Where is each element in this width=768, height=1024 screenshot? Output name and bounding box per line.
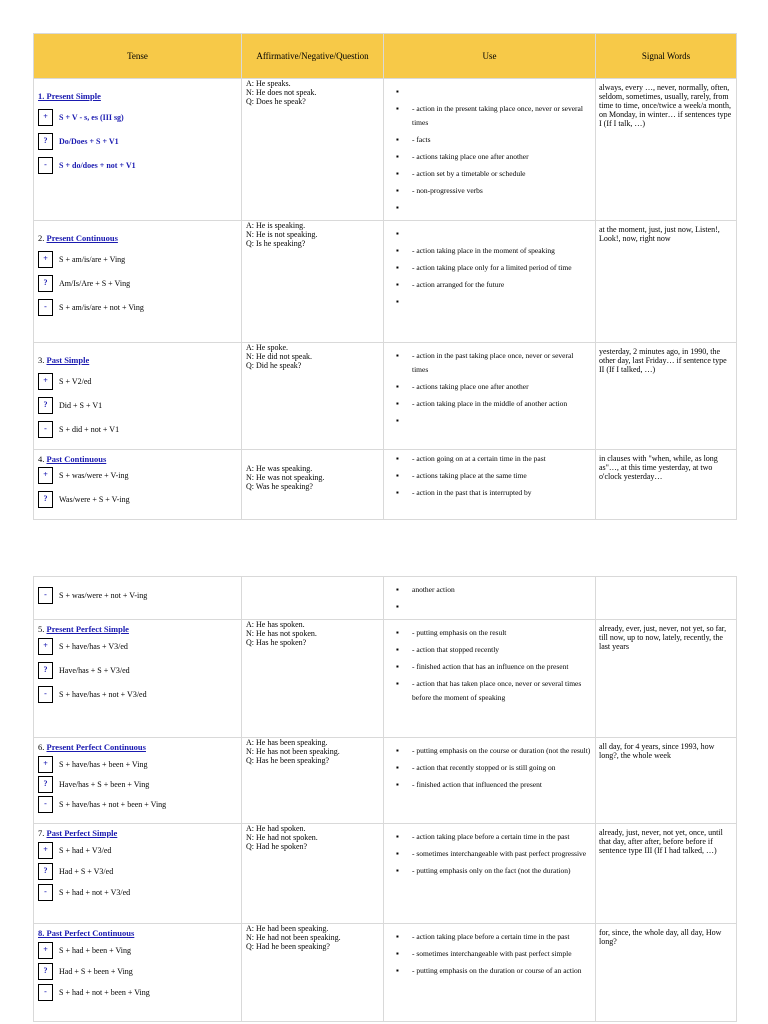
tense-cell [34,450,242,520]
formula: S + V2/ed [59,377,92,386]
tense-cell [34,79,242,221]
use-item: ▪ - action in the past that is interrupted by [394,486,591,500]
sign-box: ? [38,662,53,679]
use-item: ▪ - action that stopped recently [394,643,591,657]
example-question: Q: Did he speak? [246,361,302,370]
formula: Was/were + S + V-ing [59,495,130,504]
example-question: Q: Had he spoken? [246,842,308,851]
use-list [394,583,591,614]
tense-cell [34,620,242,738]
use-item: ▪ - action arranged for the future [394,278,591,292]
example-question: Q: Has he been speaking? [246,756,330,765]
row-present-perfect-simple [34,620,737,738]
use-list [394,85,591,215]
use-item [394,414,591,428]
use-item: ▪ - action that recently stopped or is still going on [394,761,591,775]
formula: Had + S + V3/ed [59,867,114,876]
tense-cell [34,343,242,450]
use-item: ▪ - action taking place only for a limited period of time [394,261,591,275]
use-item: ▪ another action [394,583,591,597]
signal-words-cell: at the moment, just, just now, Listen!, Look!, now, right now [596,221,737,343]
tense-name-link[interactable]: Past Simple [46,355,90,365]
formula: S + had + not + been + Ving [59,988,150,997]
example-question: Q: Has he spoken? [246,638,307,647]
use-item: ▪ - action going on at a certain time in the past [394,452,591,466]
tense-title: 4. Past Continuous [38,454,107,464]
signal-words-cell: for, since, the whole day, all day, How long? [596,924,737,1022]
formula-row [38,638,237,655]
example-negative: N: He has not been speaking. [246,747,340,756]
formula-row [38,863,237,880]
formula: S + am/is/are + Ving [59,255,126,264]
tenses-table-part-2 [33,576,737,1022]
tense-name-link[interactable]: Present Simple [46,91,101,101]
use-item: ▪ - actions taking place one after another [394,150,591,164]
row-past-simple [34,343,737,450]
example-negative: N: He does not speak. [246,88,317,97]
row-present-perfect-continuous [34,738,737,824]
formula: Have/has + S + been + Ving [59,780,150,789]
signal-words-cell: always, every …, never, normally, often, seldom, sometimes, usually, rarely, from time to time, once/twice a week/a month, on Monday, in winter… if sentences type I (If I talk, …) [596,79,737,221]
tense-cell [34,924,242,1022]
sign-box: + [38,942,53,959]
use-item: ▪ - action in the present taking place once, never or several times [394,102,591,130]
tense-title: 8. Past Perfect Continuous [38,928,135,938]
formula: S + was/were + V-ing [59,471,129,480]
signal-words-cell [596,577,737,620]
sign-box: ? [38,133,53,150]
sign-box: + [38,251,53,268]
formula: S + have/has + not + V3/ed [59,690,147,699]
formula: Had + S + been + Ving [59,967,133,976]
formula: S + had + V3/ed [59,846,112,855]
formula-row [38,776,237,793]
examples-cell [242,221,384,343]
sign-box: + [38,756,53,773]
signal-words-cell: yesterday, 2 minutes ago, in 1990, the other day, last Friday… if sentence type II (If I talked, …) [596,343,737,450]
use-cell [384,577,596,620]
formula-row [38,251,237,268]
use-cell [384,79,596,221]
examples-cell [242,924,384,1022]
formula-row [38,397,237,414]
use-cell [384,738,596,824]
example-affirmative: A: He has been speaking. [246,738,328,747]
use-cell [384,824,596,924]
example-affirmative: A: He is speaking. [246,221,306,230]
header-use: Use [384,34,596,79]
sign-box: - [38,421,53,438]
formula-row [38,796,237,813]
example-negative: N: He has not spoken. [246,629,317,638]
formula-row [38,884,237,901]
formula-row [38,299,237,316]
sign-box: - [38,984,53,1001]
example-question: Q: Had he been speaking? [246,942,330,951]
use-item [394,201,591,215]
use-item: ▪ - non-progressive verbs [394,184,591,198]
use-cell [384,343,596,450]
use-cell [384,221,596,343]
tense-name-link[interactable]: Past Perfect Simple [46,828,118,838]
use-list [394,830,591,878]
example-negative: N: He was not speaking. [246,473,325,482]
tense-name-link[interactable]: Present Continuous [46,233,118,243]
use-cell [384,924,596,1022]
use-item: ▪ - action that has taken place once, never or several times before the moment of speaking [394,677,591,705]
use-list [394,744,591,792]
sign-box: + [38,109,53,126]
example-negative: N: He is not speaking. [246,230,318,239]
tense-cell [34,221,242,343]
use-list [394,227,591,309]
example-negative: N: He did not speak. [246,352,312,361]
use-item [394,227,591,241]
use-item: ▪ - facts [394,133,591,147]
sign-box: - [38,299,53,316]
formula-row [38,275,237,292]
tense-name-link[interactable]: Past Perfect Continuous [46,928,135,938]
formula: S + have/has + not + been + Ving [59,800,167,809]
formula: Do/Does + S + V1 [59,137,119,146]
formula-row [38,467,237,484]
tense-title: 3. Past Simple [38,355,90,365]
formula: S + do/does + not + V1 [59,161,136,170]
use-item: ▪ - action taking place before a certain time in the past [394,830,591,844]
use-item: ▪ - putting emphasis on the duration or course of an action [394,964,591,978]
sign-box: + [38,638,53,655]
tense-title: 6. Present Perfect Continuous [38,742,146,752]
formula-row [38,421,237,438]
row-past-perfect-continuous [34,924,737,1022]
examples-cell [242,450,384,520]
example-negative: N: He had not spoken. [246,833,318,842]
formula-row [38,942,237,959]
sign-box: + [38,467,53,484]
formula: S + am/is/are + not + Ving [59,303,144,312]
formula-row [38,842,237,859]
formula-row [38,109,237,126]
use-item: ▪ - action set by a timetable or schedule [394,167,591,181]
use-item [394,600,591,614]
use-list [394,349,591,428]
use-list [394,930,591,978]
tense-name-link[interactable]: Present Perfect Simple [46,624,129,634]
formula: S + V - s, es (III sg) [59,113,124,122]
use-item [394,85,591,99]
formula-row [38,133,237,150]
use-item: ▪ - finished action that has an influence on the present [394,660,591,674]
use-item: ▪ - finished action that influenced the present [394,778,591,792]
signal-words-cell: already, ever, just, never, not yet, so far, till now, up to now, lately, recently, the last years [596,620,737,738]
use-item: ▪ - putting emphasis on the course or duration (not the result) [394,744,591,758]
example-affirmative: A: He speaks. [246,79,291,88]
use-list [394,626,591,705]
formula: Did + S + V1 [59,401,103,410]
sign-box: ? [38,397,53,414]
formula: S + have/has + been + Ving [59,760,148,769]
example-affirmative: A: He was speaking. [246,464,313,473]
tenses-table-part-1 [33,33,737,520]
formula-row [38,491,237,508]
signal-words-cell: all day, for 4 years, since 1993, how long?, the whole week [596,738,737,824]
formula-row [38,157,237,174]
formula-row [38,756,237,773]
tense-name-link[interactable]: Present Perfect Continuous [46,742,146,752]
example-affirmative: A: He spoke. [246,343,288,352]
signal-words-cell: already, just, never, not yet, once, until that day, after after, before before if sentence type III (If I had talked, …) [596,824,737,924]
formula: S + had + not + V3/ed [59,888,131,897]
examples-cell [242,824,384,924]
use-item: ▪ - sometimes interchangeable with past perfect progressive [394,847,591,861]
example-negative: N: He had not been speaking. [246,933,341,942]
example-affirmative: A: He has spoken. [246,620,305,629]
sign-box: - [38,884,53,901]
sign-box: ? [38,963,53,980]
row-present-continuous [34,221,737,343]
formula-row [38,662,237,679]
examples-cell [242,343,384,450]
sign-box: ? [38,776,53,793]
header-signal: Signal Words [596,34,737,79]
use-item: ▪ - action taking place before a certain time in the past [394,930,591,944]
tense-title: 7. Past Perfect Simple [38,828,118,838]
use-item: ▪ - action taking place in the middle of another action [394,397,591,411]
examples-cell [242,79,384,221]
tense-name-link[interactable]: Past Continuous [46,454,107,464]
examples-cell [242,738,384,824]
examples-cell [242,620,384,738]
use-list [394,452,591,500]
formula-row [38,963,237,980]
tense-title: 5. Present Perfect Simple [38,624,129,634]
use-item: ▪ - sometimes interchangeable with past perfect simple [394,947,591,961]
signal-words-cell: in clauses with "when, while, as long as"…, at this time yesterday, at two o'clock yesterday… [596,450,737,520]
row-past-continuous [34,450,737,520]
sign-box: - [38,157,53,174]
example-affirmative: A: He had been speaking. [246,924,329,933]
use-item: ▪ - actions taking place one after another [394,380,591,394]
row-past-perfect-simple [34,824,737,924]
use-item: ▪ - action taking place in the moment of speaking [394,244,591,258]
use-item: ▪ - putting emphasis on the result [394,626,591,640]
header-forms: Affirmative/Negative/Question [242,34,384,79]
formula: S + have/has + V3/ed [59,642,128,651]
tense-cell [34,738,242,824]
tense-title: 1. Present Simple [38,91,101,101]
use-item [394,295,591,309]
tense-cell [34,577,242,620]
formula: S + had + been + Ving [59,946,132,955]
formula-row [38,587,237,604]
use-item: ▪ - actions taking place at the same time [394,469,591,483]
example-question: Q: Is he speaking? [246,239,306,248]
example-question: Q: Was he speaking? [246,482,313,491]
example-affirmative: A: He had spoken. [246,824,306,833]
use-item: ▪ - action in the past taking place once, never or several times [394,349,591,377]
formula-row [38,984,237,1001]
sign-box: - [38,587,53,604]
sign-box: + [38,373,53,390]
formula: S + did + not + V1 [59,425,120,434]
use-cell [384,620,596,738]
formula: Have/has + S + V3/ed [59,666,130,675]
sign-box: ? [38,863,53,880]
tense-title: 2. Present Continuous [38,233,118,243]
use-item: ▪ - putting emphasis only on the fact (not the duration) [394,864,591,878]
formula: S + was/were + not + V-ing [59,591,148,600]
sign-box: + [38,842,53,859]
sign-box: - [38,686,53,703]
sign-box: ? [38,491,53,508]
formula-row [38,373,237,390]
examples-cell [242,577,384,620]
header-row [34,34,737,79]
formula: Am/Is/Are + S + Ving [59,279,131,288]
example-question: Q: Does he speak? [246,97,306,106]
row-past-continuous-continued [34,577,737,620]
sign-box: ? [38,275,53,292]
formula-row [38,686,237,703]
use-cell [384,450,596,520]
tense-cell [34,824,242,924]
header-tense: Tense [34,34,242,79]
sign-box: - [38,796,53,813]
row-present-simple [34,79,737,221]
